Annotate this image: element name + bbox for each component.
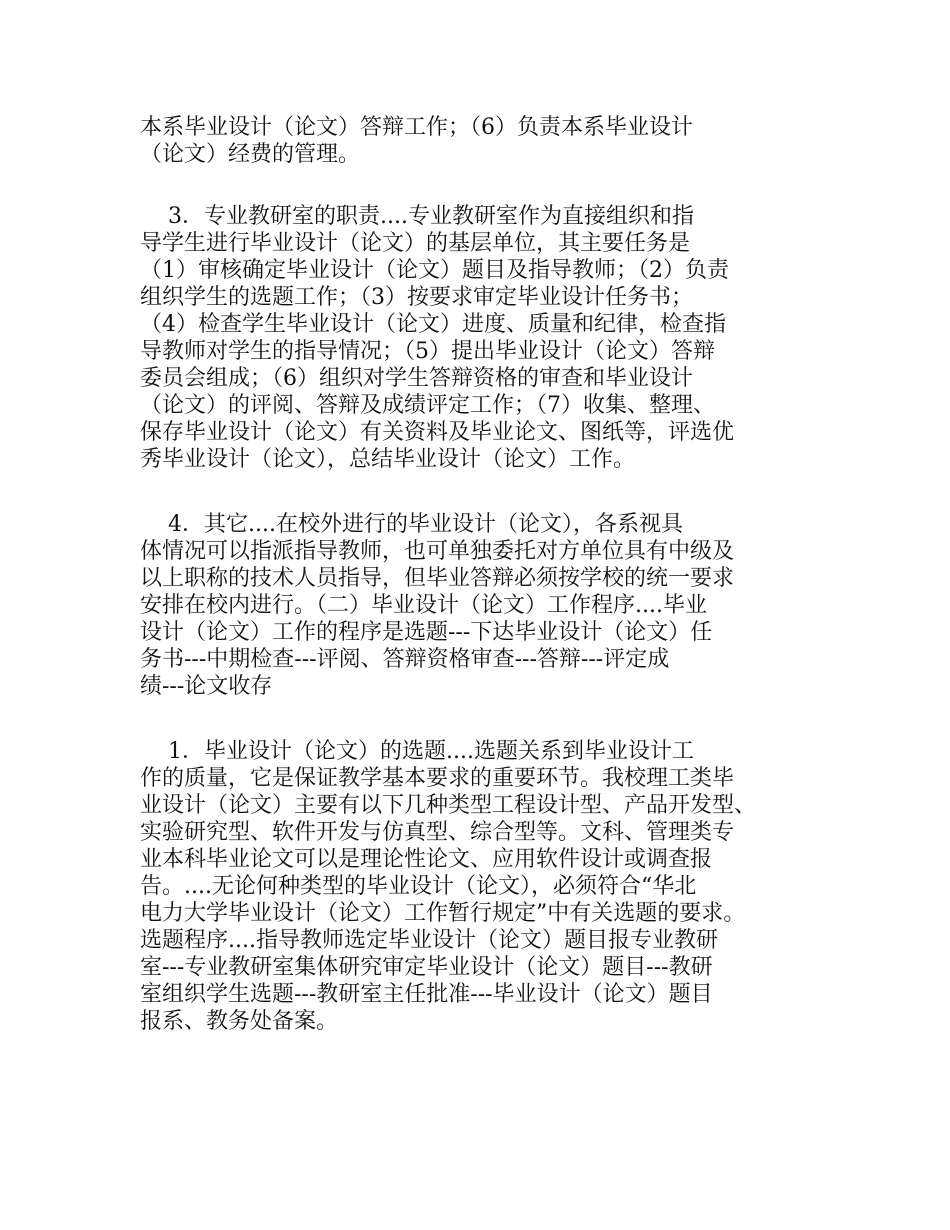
text-line: 本系毕业设计（论文）答辩工作；（6）负责本系毕业设计: [140, 115, 693, 140]
text-line: 室组织学生选题---教研室主任批准---毕业设计（论文）题目: [140, 982, 713, 1007]
text-line: 3．专业教研室的职责....专业教研室作为直接组织和指: [140, 204, 694, 229]
text-line: 秀毕业设计（论文），总结毕业设计（论文）工作。: [140, 447, 636, 472]
text-line: 报系、教务处备案。: [140, 1009, 339, 1034]
text-line: 设计（论文）工作的程序是选题---下达毕业设计（论文）任: [140, 620, 713, 645]
text-line: 实验研究型、软件开发与仿真型、综合型等。文科、管理类专: [140, 820, 735, 845]
text-line: （1）审核确定毕业设计（论文）题目及指导教师；（2）负责: [140, 258, 729, 283]
text-line: 业设计（论文）主要有以下几种类型工程设计型、产品开发型、: [140, 793, 757, 818]
text-line: 导学生进行毕业设计（论文）的基层单位，其主要任务是: [140, 231, 691, 256]
text-line: 体情况可以指派指导教师，也可单独委托对方单位具有中级及: [140, 539, 735, 564]
text-line: 导教师对学生的指导情况；（5）提出毕业设计（论文）答辩: [140, 339, 715, 364]
text-line: 告。....无论何种类型的毕业设计（论文），必须符合“华北: [140, 874, 697, 899]
paragraph: [140, 511, 820, 700]
paragraph: [140, 738, 820, 1035]
text-line: 委员会组成；（6）组织对学生答辩资格的审查和毕业设计: [140, 366, 693, 391]
text-line: 安排在校内进行。（二）毕业设计（论文）工作程序....毕业: [140, 593, 707, 618]
text-line: 保存毕业设计（论文）有关资料及毕业论文、图纸等，评选优: [140, 420, 735, 445]
text-line: 组织学生的选题工作；（3）按要求审定毕业设计任务书；: [140, 285, 693, 310]
text-line: 以上职称的技术人员指导，但毕业答辩必须按学校的统一要求: [140, 566, 735, 591]
text-line: 选题程序....指导教师选定毕业设计（论文）题目报专业教研: [140, 928, 718, 953]
text-line: 电力大学毕业设计（论文）工作暂行规定”中有关选题的要求。: [140, 901, 746, 926]
text-line: 作的质量，它是保证教学基本要求的重要环节。我校理工类毕: [140, 766, 735, 791]
text-line: 4．其它....在校外进行的毕业设计（论文），各系视具: [140, 512, 683, 537]
text-line: 务书---中期检查---评阅、答辩资格审查---答辩---评定成: [140, 647, 670, 672]
text-line: （4）检查学生毕业设计（论文）进度、质量和纪律，检查指: [140, 312, 726, 337]
text-line: （论文）的评阅、答辩及成绩评定工作；（7）收集、整理、: [140, 393, 715, 418]
paragraph: [140, 203, 820, 473]
text-line: 业本科毕业论文可以是理论性论文、应用软件设计或调查报: [140, 847, 713, 872]
text-line: 绩---论文收存: [140, 674, 273, 699]
text-line: （论文）经费的管理。: [140, 142, 361, 167]
text-line: 1．毕业设计（论文）的选题....选题关系到毕业设计工: [140, 739, 694, 764]
text-line: 室---专业教研室集体研究审定毕业设计（论文）题目---教研: [140, 955, 713, 980]
paragraph: [140, 114, 820, 168]
